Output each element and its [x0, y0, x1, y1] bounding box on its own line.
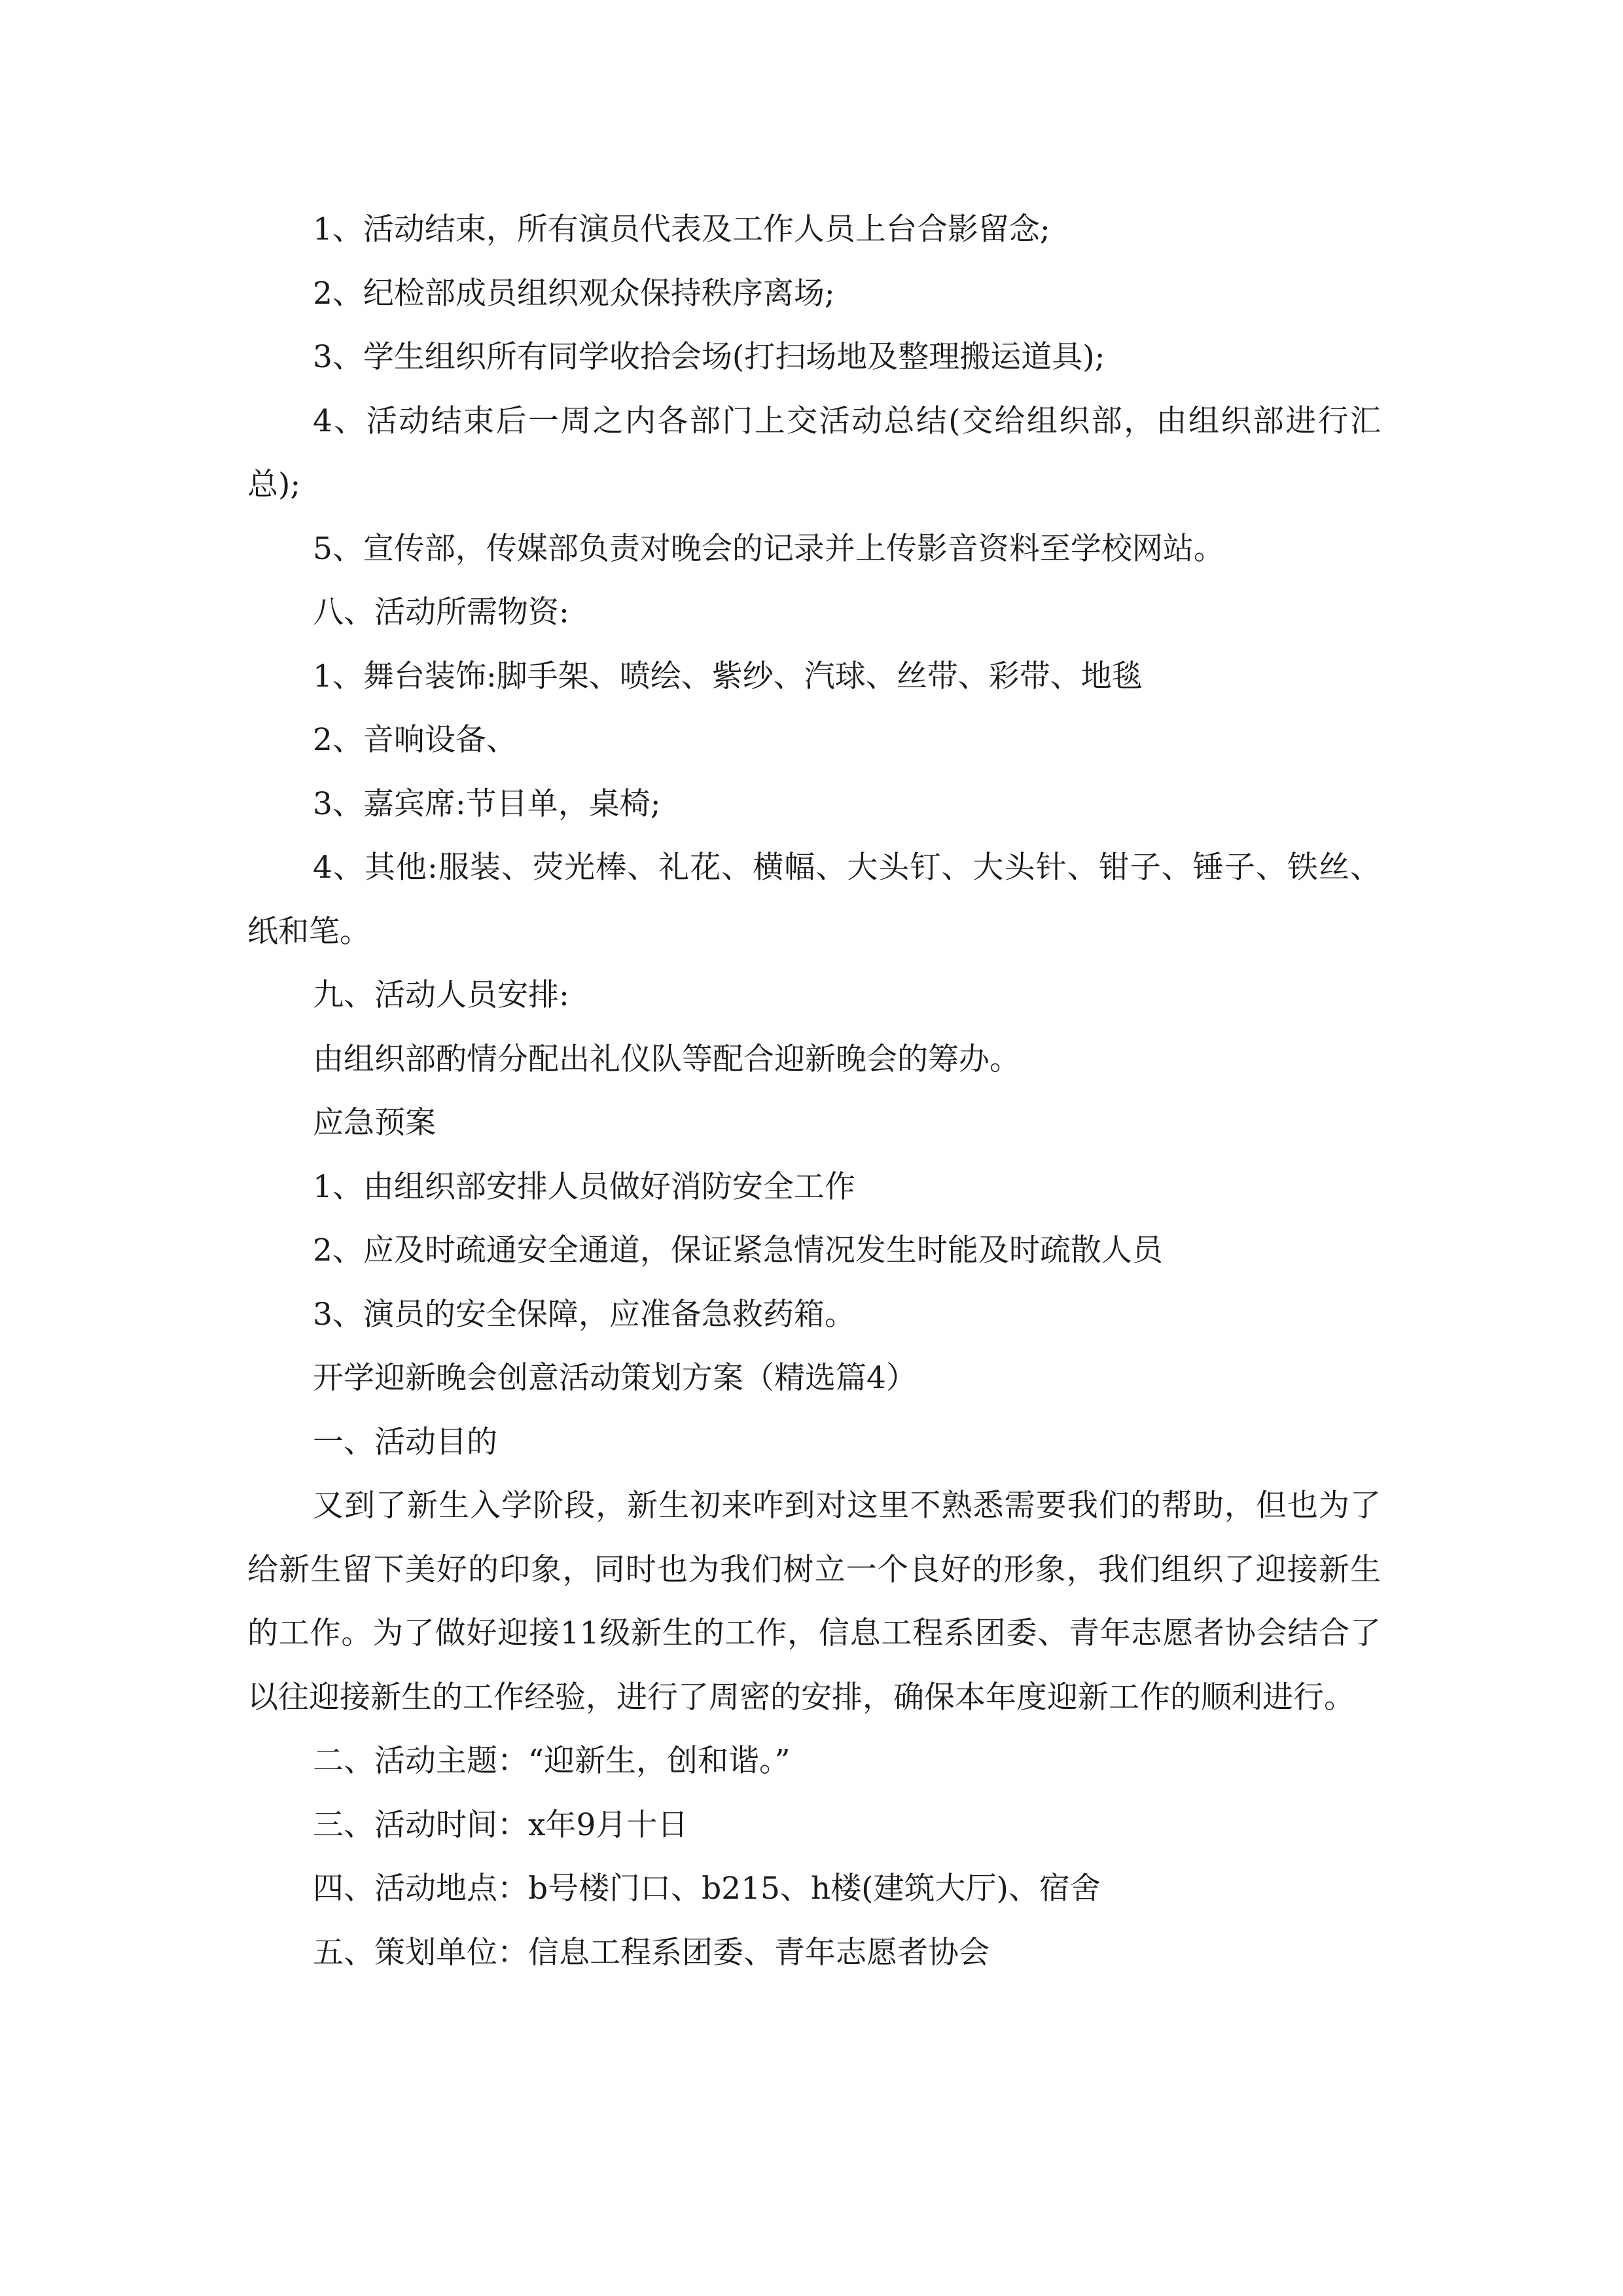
paragraph: 2、音响设备、 [313, 722, 517, 758]
paragraph: 2、纪检部成员组织观众保持秩序离场; [313, 275, 835, 312]
paragraph: 二、活动主题：“迎新生，创和谐。” [313, 1743, 791, 1779]
paragraph: 3、演员的安全保障，应准备急救药箱。 [313, 1296, 855, 1333]
section-heading: 九、活动人员安排: [313, 977, 569, 1013]
paragraph: 1、舞台装饰:脚手架、喷绘、紫纱、汽球、丝带、彩带、地毯 [313, 658, 1143, 694]
paragraph: 1、活动结束，所有演员代表及工作人员上台合影留念; [313, 211, 1050, 247]
paragraph: 又到了新生入学阶段，新生初来咋到对这里不熟悉需要我们的帮助，但也为了给新生留下美好的印象，同时也为我们树立一个良好的形象，我们组织了迎接新生的工作。为了做好迎接11级新生的工作，信息工程系团委、青年志愿者协会结合了以往迎接新生的工作经验，进行了周密的安排，确保本年度迎新工作的顺利进行。 [247, 1488, 1381, 1715]
document-title: 开学迎新晚会创意活动策划方案（精选篇4） [313, 1360, 917, 1396]
paragraph: 3、学生组织所有同学收拾会场(打扫场地及整理搬运道具); [313, 339, 1105, 375]
section-heading: 一、活动目的 [313, 1424, 497, 1460]
paragraph: 5、宣传部，传媒部负责对晚会的记录并上传影音资料至学校网站。 [313, 530, 1224, 567]
paragraph: 五、策划单位：信息工程系团委、青年志愿者协会 [313, 1934, 990, 1971]
paragraph: 由组织部酌情分配出礼仪队等配合迎新晚会的筹办。 [313, 1041, 1020, 1077]
document-body [247, 198, 1381, 1984]
section-heading: 八、活动所需物资: [313, 594, 569, 630]
section-heading: 应急预案 [313, 1105, 436, 1141]
paragraph: 3、嘉宾席:节目单，桌椅; [313, 785, 661, 822]
paragraph: 4、其他:服装、荧光棒、礼花、横幅、大头钉、大头针、钳子、锤子、铁丝、纸和笔。 [247, 850, 1381, 950]
paragraph: 四、活动地点：b号楼门口、b215、h楼(建筑大厅)、宿舍 [313, 1871, 1101, 1907]
paragraph: 1、由组织部安排人员做好消防安全工作 [313, 1168, 855, 1205]
paragraph: 2、应及时疏通安全通道，保证紧急情况发生时能及时疏散人员 [313, 1232, 1163, 1268]
paragraph: 4、活动结束后一周之内各部门上交活动总结(交给组织部，由组织部进行汇总); [247, 403, 1381, 503]
paragraph: 三、活动时间：x年9月十日 [313, 1806, 688, 1843]
